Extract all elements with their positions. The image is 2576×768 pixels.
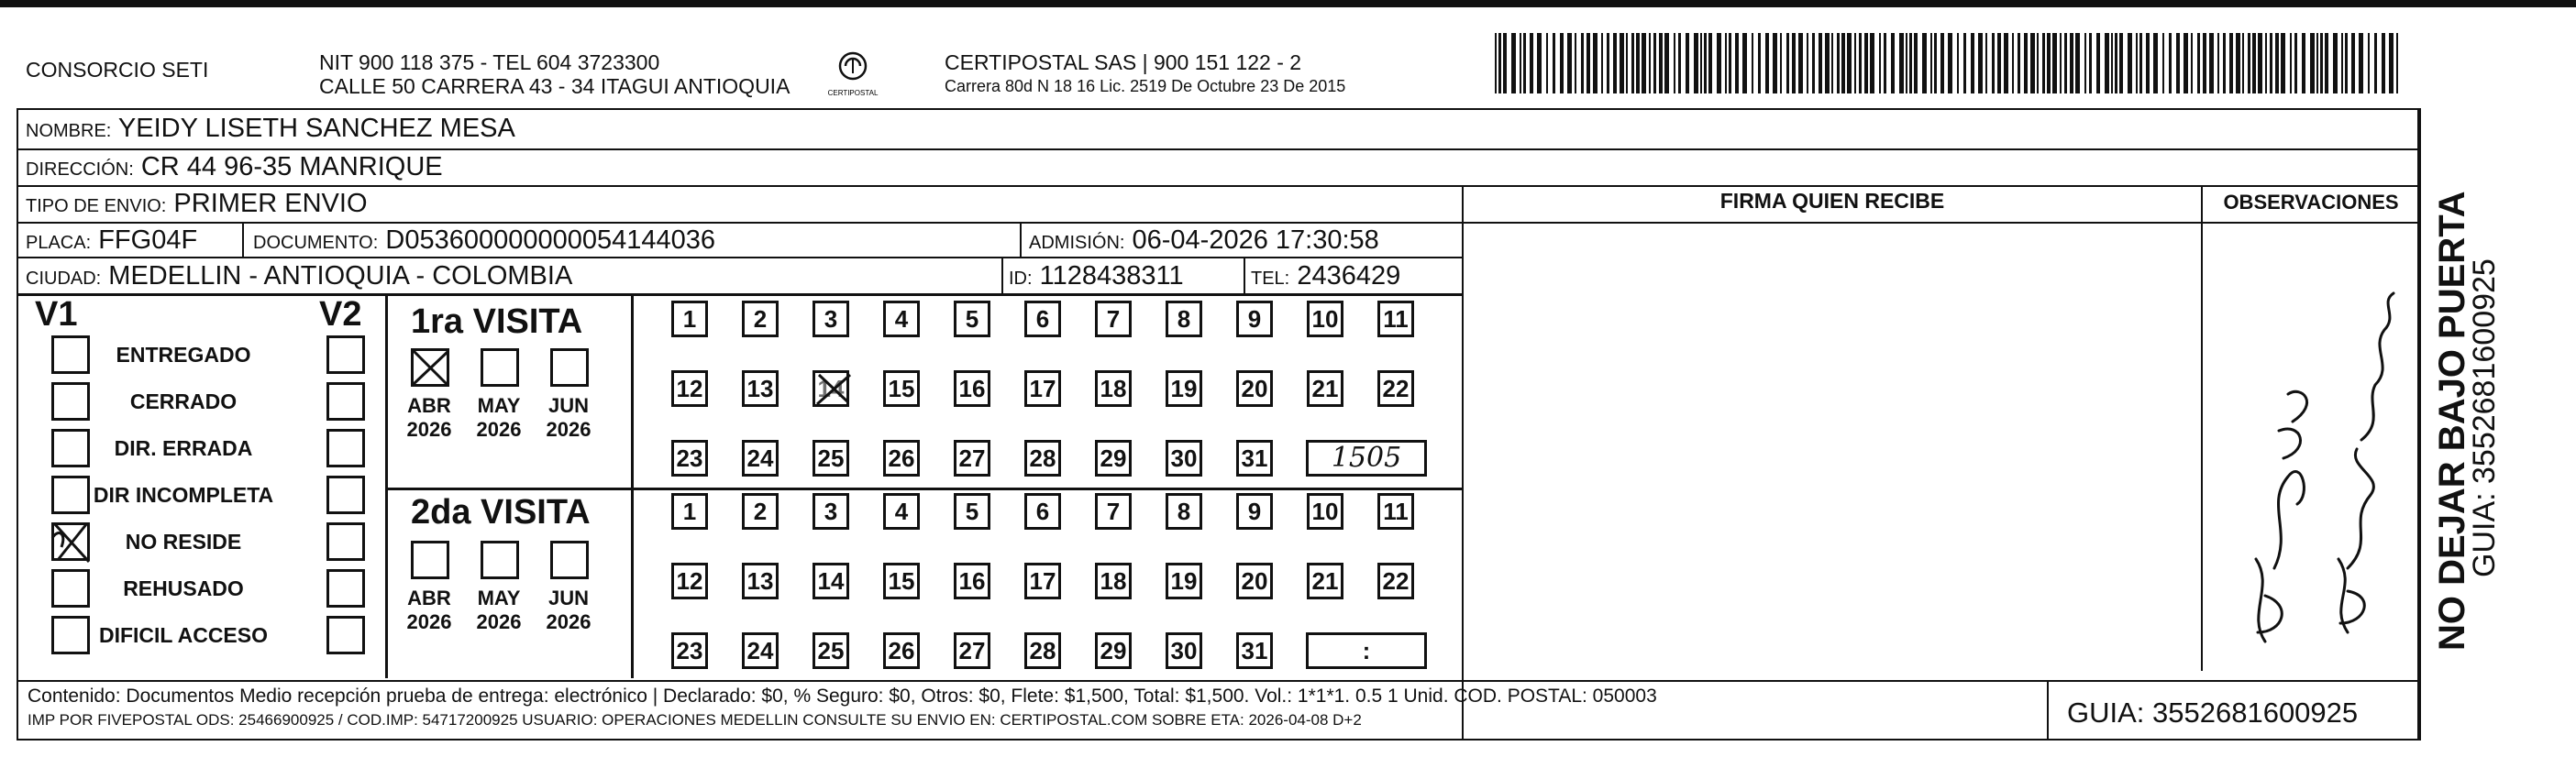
visita1-day-box[interactable]: 31 [1236,440,1273,477]
barcode-bar [2146,33,2150,93]
barcode-bar [1914,33,1918,93]
visita1-day-box[interactable]: 10 [1307,301,1343,337]
visita2-day-box[interactable]: 24 [742,632,779,669]
barcode-bar [1798,33,1803,93]
direccion-row [26,152,443,184]
visita1-day-box[interactable]: 3 [813,301,849,337]
barcode-bar [1879,33,1881,93]
top-border [0,0,2576,7]
barcode-bar [2047,33,2051,93]
visita2-day-box[interactable]: 5 [954,493,990,530]
v2-checkbox[interactable] [326,382,365,421]
barcode-bar [1854,33,1856,93]
barcode-bar [1553,33,1555,93]
visita2-title: 2da VISITA [411,493,591,532]
barcode-bar [1659,33,1663,93]
barcode-bar [1864,33,1868,93]
barcode-bar [1503,33,1507,93]
visita1-month-label: MAY 2026 [476,394,522,441]
visita1-day-box[interactable]: 4 [883,301,920,337]
visita1-day-box[interactable]: 22 [1377,370,1414,407]
barcode-bar [1765,33,1769,93]
nombre-row [26,114,515,146]
barcode-bar [1708,33,1712,93]
barcode-bar [2320,33,2323,93]
visita1-day-box[interactable]: 12 [671,370,708,407]
barcode-bar [2119,33,2123,93]
visita1-day-box[interactable]: 24 [742,440,779,477]
barcode-bar [1831,33,1833,93]
barcode-bar [1847,33,1852,93]
visita2-day-box[interactable]: 28 [1024,632,1061,669]
admision-value: 06-04-2026 17:30:58 [1132,225,1379,255]
placa-value: FFG04F [98,225,198,255]
footer-guia: GUIA: 3552681600925 [2067,697,2359,729]
barcode-bar [2382,33,2385,93]
barcode-bar [2209,33,2214,93]
visita2-day-box[interactable]: 20 [1236,563,1273,599]
visita1-day-box[interactable]: 28 [1024,440,1061,477]
visita1-day-box[interactable]: 20 [1236,370,1273,407]
barcode-bar [1620,33,1624,93]
barcode-bar [2184,33,2188,93]
barcode-bar [1581,33,1584,93]
barcode-bar [1909,33,1912,93]
visita2-day-box[interactable]: 9 [1236,493,1273,530]
visita2-day-box[interactable]: 2 [742,493,779,530]
barcode-bar [1704,33,1707,93]
certipostal-logo [824,46,882,101]
barcode-bar [1940,33,1944,93]
tel-value: 2436429 [1297,261,1401,291]
status-label: DIFICIL ACCESO [98,623,268,647]
barcode-bar [2368,33,2370,93]
barcode-bar [1649,33,1651,93]
barcode-bar [2396,33,2398,93]
v2-checkbox[interactable] [326,335,365,374]
visita1-day-box[interactable]: 17 [1024,370,1061,407]
barcode-bar [1642,33,1646,93]
barcode-bar [1511,33,1516,93]
barcode-bar [2265,33,2267,93]
visita1-month-checkbox[interactable] [550,348,589,387]
tel-label: TEL: [1251,269,1290,289]
barcode-bar [1567,33,1572,93]
visita2-day-box[interactable]: 7 [1095,493,1132,530]
barcode-bar [1825,33,1830,93]
barcode-bar [1948,33,1952,93]
nombre-label: NOMBRE: [26,121,112,141]
barcode-bar [2153,33,2158,93]
ciudad-label: CIUDAD: [26,269,102,289]
ciudad-row [26,261,572,293]
barcode-bar [2236,33,2240,93]
barcode-bar [1780,33,1782,93]
barcode-bar [2316,33,2318,93]
status-label: ENTREGADO [116,343,251,367]
barcode-bar [1742,33,1747,93]
visita2-day-box[interactable]: 31 [1236,632,1273,669]
barcode-bar [2325,33,2328,93]
license-info: Carrera 80d N 18 16 Lic. 2519 De Octubre 23 De 2015 [945,77,1346,95]
barcode-bar [2018,33,2020,93]
visita2-month-checkbox[interactable] [411,541,449,579]
barcode-bar [2242,33,2244,93]
v1-label: V1 [35,295,78,334]
no-dejar-label: NO DEJAR BAJO PUERTA [2432,191,2472,651]
visita1-month-checkbox[interactable] [481,348,519,387]
documento-value: D053600000000054144036 [385,225,716,255]
barcode-bar [2270,33,2272,93]
barcode-bar [2275,33,2279,93]
visita2-day-box[interactable]: 18 [1095,563,1132,599]
visita1-month-label: ABR 2026 [406,394,452,441]
barcode-bar [1495,33,1497,93]
status-label: REHUSADO [123,576,244,600]
status-label: DIR. ERRADA [114,436,253,460]
barcode-bar [2115,33,2117,93]
company-name: CONSORCIO SETI [26,58,209,82]
barcode-bar [2223,33,2226,93]
barcode-bar [1546,33,1548,93]
barcode-bar [1560,33,1564,93]
svg-text:CERTIPOSTAL: CERTIPOSTAL [827,89,879,97]
barcode-bar [2229,33,2233,93]
visita1-day-box[interactable]: 14 [813,370,849,407]
barcode-bar [1523,33,1526,93]
barcode-bar [1729,33,1731,93]
barcode-bar [2341,33,2343,93]
barcode-bar [1674,33,1675,93]
barcode-bar [1607,33,1609,93]
barcode-bar [1664,33,1669,93]
barcode-bar [2176,33,2180,93]
visita2-day-box[interactable]: 12 [671,563,708,599]
x-mark-icon [410,347,450,388]
barcode-bar [1626,33,1628,93]
barcode-bar [2136,33,2138,93]
barcode-bar [1498,33,1501,93]
barcode-bar [2374,33,2377,93]
barcode-bar [1694,33,1698,93]
barcode-bar [1819,33,1822,93]
barcode-bar [2351,33,2355,93]
visita1-month-checkbox[interactable] [411,348,449,387]
visita2-day-box[interactable]: 25 [813,632,849,669]
barcode-bar [2052,33,2057,93]
barcode-bar [2070,33,2073,93]
visita1-time-box[interactable] [1306,440,1427,477]
barcode-bar [1985,33,1987,93]
barcode-bar [1678,33,1681,93]
barcode-bar [1593,33,1598,93]
imp-text: IMP POR FIVEPOSTAL ODS: 25466900925 / COD.IMP: 54717200925 USUARIO: OPERACIONES MEDELLIN CONSULTE SU ENVIO EN: CERTIPOSTAL.COM SOBRE ETA: 2026-04-08 D+2 [28,711,1362,729]
barcode-bar [2333,33,2338,93]
barcode-bar [2111,33,2113,93]
visita1-day-box[interactable]: 11 [1377,301,1414,337]
barcode-bar [1520,33,1521,93]
barcode-bar [2359,33,2363,93]
visita1-day-box[interactable]: 23 [671,440,708,477]
visita1-day-box[interactable]: 21 [1307,370,1343,407]
visita1-day-box[interactable]: 15 [883,370,920,407]
barcode-bar [1717,33,1721,93]
barcode-bar [2024,33,2028,93]
barcode-bar [1653,33,1656,93]
visita1-day-box[interactable]: 18 [1095,370,1132,407]
visita1-day-box[interactable]: 27 [954,440,990,477]
x-mark-icon [813,371,854,408]
barcode-bar [1837,33,1840,93]
barcode-bar [1997,33,2001,93]
barcode-bar [1859,33,1862,93]
barcode-bar [2248,33,2250,93]
v2-checkbox[interactable] [326,429,365,467]
barcode-bar [1971,33,1974,93]
id-label: ID: [1009,269,1033,289]
placa-row [26,225,197,258]
barcode-bar [2302,33,2305,93]
barcode-bar [2197,33,2200,93]
v2-checkbox[interactable] [326,476,365,514]
visita1-day-box[interactable]: 2 [742,301,779,337]
barcode-bar [1758,33,1761,93]
tel-row [1251,261,1400,293]
visita2-time-box[interactable]: : [1306,632,1427,669]
barcode-bar [1752,33,1753,93]
visita1-title: 1ra VISITA [411,302,583,341]
v2-checkbox[interactable] [326,522,365,561]
barcode-bar [1725,33,1727,93]
visita2-day-box[interactable]: 30 [1166,632,1202,669]
barcode-bar [2281,33,2285,93]
barcode-bar [2139,33,2142,93]
barcode-bar [1922,33,1927,93]
visita1-day-box[interactable]: 1 [671,301,708,337]
barcode-bar [2258,33,2262,93]
v2-checkbox[interactable] [326,569,365,608]
visita1-day-box[interactable]: 9 [1236,301,1273,337]
status-label: NO RESIDE [125,530,242,554]
visita1-day-box[interactable]: 25 [813,440,849,477]
barcode-bar [1613,33,1617,93]
direccion-value: CR 44 96-35 MANRIQUE [140,152,443,181]
barcode-bar [1978,33,1983,93]
barcode-bar [1899,33,1904,93]
barcode-bar [1530,33,1533,93]
barcode-bar [2217,33,2219,93]
visita1-day-box[interactable]: 5 [954,301,990,337]
barcode-bar [2294,33,2297,93]
barcode-bar [2030,33,2035,93]
visita2-month-checkbox[interactable] [550,541,589,579]
id-row [1009,261,1184,293]
barcode-bar [1735,33,1739,93]
barcode-bar [1957,33,1959,93]
visita1-day-box[interactable]: 26 [883,440,920,477]
barcode-bar [2128,33,2132,93]
barcode-bar [1631,33,1634,93]
certipostal-company: CERTIPOSTAL SAS | 900 151 122 - 2 [945,50,1302,74]
visita1-day-box[interactable]: 30 [1166,440,1202,477]
visita2-day-box[interactable]: 22 [1377,563,1414,599]
barcode-bar [2064,33,2067,93]
barcode-bar [2060,33,2062,93]
barcode-bar [1575,33,1576,93]
company-address: CALLE 50 CARRERA 43 - 34 ITAGUI ANTIOQUIA [319,74,790,98]
barcode [1495,33,2403,93]
visita2-day-box[interactable]: 26 [883,632,920,669]
barcode-bar [2096,33,2100,93]
observaciones-label: OBSERVACIONES [2223,191,2399,214]
barcode-bar [2037,33,2039,93]
barcode-bar [2084,33,2086,93]
barcode-bar [1870,33,1874,93]
documento-label: DOCUMENTO: [253,233,379,253]
visita2-day-box[interactable]: 17 [1024,563,1061,599]
barcode-bar [1587,33,1590,93]
status-label: DIR INCOMPLETA [93,483,274,507]
tipo-envio-label: TIPO DE ENVIO: [26,196,167,216]
barcode-bar [1841,33,1845,93]
barcode-bar [2203,33,2206,93]
visita2-day-box[interactable]: 21 [1307,563,1343,599]
barcode-bar [2310,33,2315,93]
admision-row [1029,225,1379,258]
side-guia: GUIA: 3552681600925 [2467,258,2502,577]
barcode-bar [1773,33,1777,93]
barcode-bar [1906,33,1907,93]
visita1-day-box[interactable]: 8 [1166,301,1202,337]
barcode-bar [1934,33,1937,93]
nombre-value: YEIDY LISETH SANCHEZ MESA [117,114,515,143]
admision-label: ADMISIÓN: [1029,233,1125,253]
visita2-day-box[interactable]: 6 [1024,493,1061,530]
barcode-bar [2389,33,2394,93]
visita2-day-box[interactable]: 8 [1166,493,1202,530]
documento-row [253,225,715,258]
visita1-month-label: JUN 2026 [546,394,591,441]
visita2-day-box[interactable]: 15 [883,563,920,599]
placa-label: PLACA: [26,233,92,253]
observaciones-handwriting [2210,229,2412,669]
v2-checkbox[interactable] [326,616,365,654]
barcode-bar [2012,33,2014,93]
barcode-bar [1884,33,1886,93]
barcode-bar [2075,33,2080,93]
barcode-bar [2042,33,2045,93]
visita2-month-label: ABR 2026 [406,587,452,633]
barcode-bar [1686,33,1689,93]
visita2-day-box[interactable]: 19 [1166,563,1202,599]
visita2-day-box[interactable]: 29 [1095,632,1132,669]
barcode-bar [1786,33,1789,93]
visita1-day-box[interactable]: 16 [954,370,990,407]
barcode-bar [1930,33,1932,93]
barcode-bar [2004,33,2008,93]
barcode-bar [1963,33,1966,93]
contenido-text: Contenido: Documentos Medio recepción prueba de entrega: electrónico | Declarado: $0, % Seguro: $0, Otros: $0, Flete: $1,500, Total: $1,500. Vol.: 1*1*1. 0.5 1 Unid. COD. POSTAL: 050003 [28,686,1657,707]
firma-label: FIRMA QUIEN RECIBE [1719,189,1945,213]
barcode-bar [2290,33,2292,93]
barcode-bar [1601,33,1603,93]
status-label: CERRADO [129,389,238,413]
visita2-day-box[interactable]: 13 [742,563,779,599]
barcode-bar [1700,33,1702,93]
direccion-label: DIRECCIÓN: [26,159,134,180]
visita2-day-box[interactable]: 16 [954,563,990,599]
barcode-bar [1636,33,1640,93]
barcode-bar [1792,33,1796,93]
nit-phone: NIT 900 118 375 - TEL 604 3723300 [319,50,660,74]
visita2-month-checkbox[interactable] [481,541,519,579]
handwritten-time: 1505 [1331,442,1402,474]
visita1-day-box[interactable]: 13 [742,370,779,407]
visita1-day-box[interactable]: 6 [1024,301,1061,337]
barcode-bar [2089,33,2092,93]
barcode-bar [2252,33,2256,93]
visita2-month-label: MAY 2026 [476,587,522,633]
id-value: 1128438311 [1039,261,1184,291]
visita2-day-box[interactable]: 11 [1377,493,1414,530]
visita2-day-box[interactable]: 3 [813,493,849,530]
barcode-bar [2105,33,2109,93]
visita2-day-box[interactable]: 10 [1307,493,1343,530]
barcode-bar [2191,33,2193,93]
barcode-bar [2162,33,2164,93]
ciudad-value: MEDELLIN - ANTIOQUIA - COLOMBIA [108,261,573,291]
visita1-day-box[interactable]: 19 [1166,370,1202,407]
barcode-bar [1807,33,1808,93]
visita2-month-label: JUN 2026 [546,587,591,633]
visita2-day-box[interactable]: 4 [883,493,920,530]
v2-label: V2 [319,295,362,334]
barcode-bar [1537,33,1542,93]
barcode-bar [1812,33,1815,93]
visita2-day-box[interactable]: 14 [813,563,849,599]
visita2-day-box[interactable]: 1 [671,493,708,530]
barcode-bar [1992,33,1995,93]
barcode-bar [2169,33,2172,93]
barcode-bar [2345,33,2348,93]
barcode-bar [1891,33,1895,93]
visita1-day-box[interactable]: 29 [1095,440,1132,477]
visita1-day-box[interactable]: 7 [1095,301,1132,337]
visita2-day-box[interactable]: 23 [671,632,708,669]
tipo-envio-row [26,189,368,221]
tipo-envio-value: PRIMER ENVIO [173,189,368,218]
visita2-day-box[interactable]: 27 [954,632,990,669]
